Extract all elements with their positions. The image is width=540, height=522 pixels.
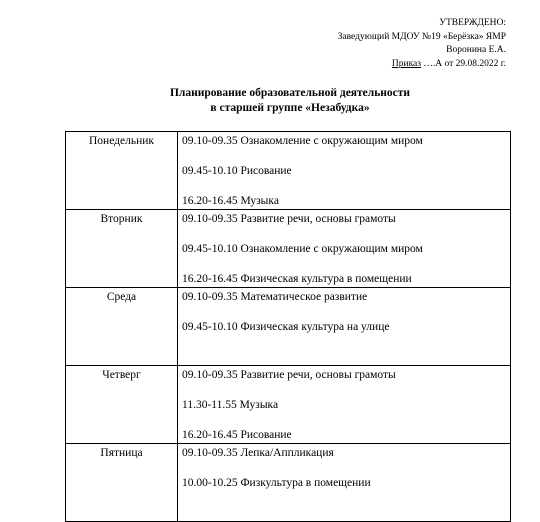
lesson-item: 09.10-09.35 Развитие речи, основы грамоты [182, 369, 396, 381]
lesson-item: 16.20-16.45 Физическая культура в помещении [182, 273, 412, 285]
approval-order-details: ….А от 29.08.2022 г. [421, 58, 506, 69]
document-title-line-1: Планирование образовательной деятельности [169, 87, 411, 99]
table-row [66, 132, 511, 210]
table-row [66, 366, 511, 444]
table-row [66, 444, 511, 522]
lesson-spacer [182, 350, 506, 365]
lesson-item: 10.00-10.25 Физкультура в помещении [182, 477, 371, 489]
approval-heading: УТВЕРЖДЕНО: [439, 18, 506, 28]
lesson-item: 09.10-09.35 Лепка/Аппликация [182, 447, 334, 459]
document-title [0, 86, 540, 116]
schedule-table [65, 131, 511, 522]
table-row [66, 210, 511, 288]
lessons-cell [178, 288, 511, 366]
lesson-item: 09.10-09.35 Математическое развитие [182, 291, 368, 303]
lesson-item: 09.10-09.35 Развитие речи, основы грамоты [182, 213, 396, 225]
lessons-cell [178, 366, 511, 444]
day-cell: Пятница [66, 444, 178, 522]
table-row [66, 288, 511, 366]
lesson-item: 16.20-16.45 Рисование [182, 429, 292, 441]
approval-order [338, 58, 506, 72]
approval-head-name: Воронина Е.А. [446, 45, 506, 55]
day-cell: Среда [66, 288, 178, 366]
document-title-line-2: в старшей группе «Незабудка» [210, 102, 370, 114]
lesson-item: 09.10-09.35 Ознакомление с окружающим миром [182, 135, 423, 147]
day-cell: Четверг [66, 366, 178, 444]
lesson-item: 09.45-10.10 Рисование [182, 165, 292, 177]
lessons-cell [178, 444, 511, 522]
day-cell: Понедельник [66, 132, 178, 210]
lesson-item: 09.45-10.10 Физическая культура на улице [182, 321, 390, 333]
lesson-item: 11.30-11.55 Музыка [182, 399, 279, 411]
approval-block [338, 17, 506, 71]
approval-order-word: Приказ [391, 58, 422, 69]
approval-head-position: Заведующий МДОУ №19 «Берёзка» ЯМР [337, 31, 506, 42]
lesson-item: 09.45-10.10 Ознакомление с окружающим миром [182, 243, 423, 255]
lessons-cell [178, 132, 511, 210]
lessons-cell [178, 210, 511, 288]
lesson-item: 16.20-16.45 Музыка [182, 195, 279, 207]
day-cell: Вторник [66, 210, 178, 288]
